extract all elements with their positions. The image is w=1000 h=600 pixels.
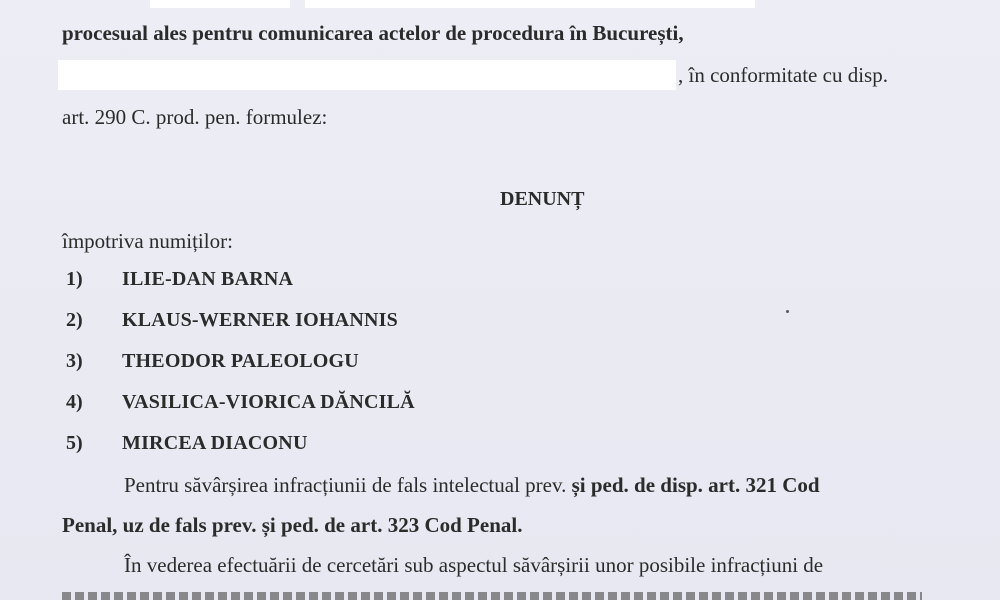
bottom-cut-line [62, 592, 922, 600]
accused-name: VASILICA-VIORICA DĂNCILĂ [122, 391, 415, 413]
accused-name: ILIE-DAN BARNA [122, 268, 294, 290]
redaction-box-address [58, 60, 676, 90]
address-line: procesual ales pentru comunicarea actelor de procedura în București, [62, 21, 684, 45]
top-cut-text [770, 0, 775, 8]
list-number: 4) [66, 391, 83, 413]
offense-text-normal: Pentru săvârșirea infracțiunii de fals intelectual prev. [124, 473, 572, 497]
offense-text-bold: și ped. de disp. art. 321 Cod [571, 473, 820, 497]
list-number: 2) [66, 309, 83, 331]
scan-speck [786, 310, 789, 313]
research-line: În vederea efectuării de cercetări sub aspectul săvârșirii unor posibile infracțiuni de [124, 553, 824, 577]
accused-name: THEODOR PALEOLOGU [122, 350, 359, 372]
offense-line-1 [124, 472, 820, 498]
legal-basis-text: art. 290 C. prod. pen. formulez: [62, 105, 328, 129]
document-heading: DENUNȚ [500, 188, 585, 210]
redaction-box-top-right [305, 0, 755, 8]
list-number: 1) [66, 268, 83, 290]
against-text: împotriva numiților: [62, 229, 233, 253]
conformity-text: , în conformitate cu disp. [678, 63, 888, 87]
list-number: 3) [66, 350, 83, 372]
accused-name: KLAUS-WERNER IOHANNIS [122, 309, 398, 331]
accused-name: MIRCEA DIACONU [122, 432, 308, 454]
offense-line-2: Penal, uz de fals prev. și ped. de art. 323 Cod Penal. [62, 513, 523, 537]
redaction-box-top-left [150, 0, 290, 8]
list-number: 5) [66, 432, 83, 454]
